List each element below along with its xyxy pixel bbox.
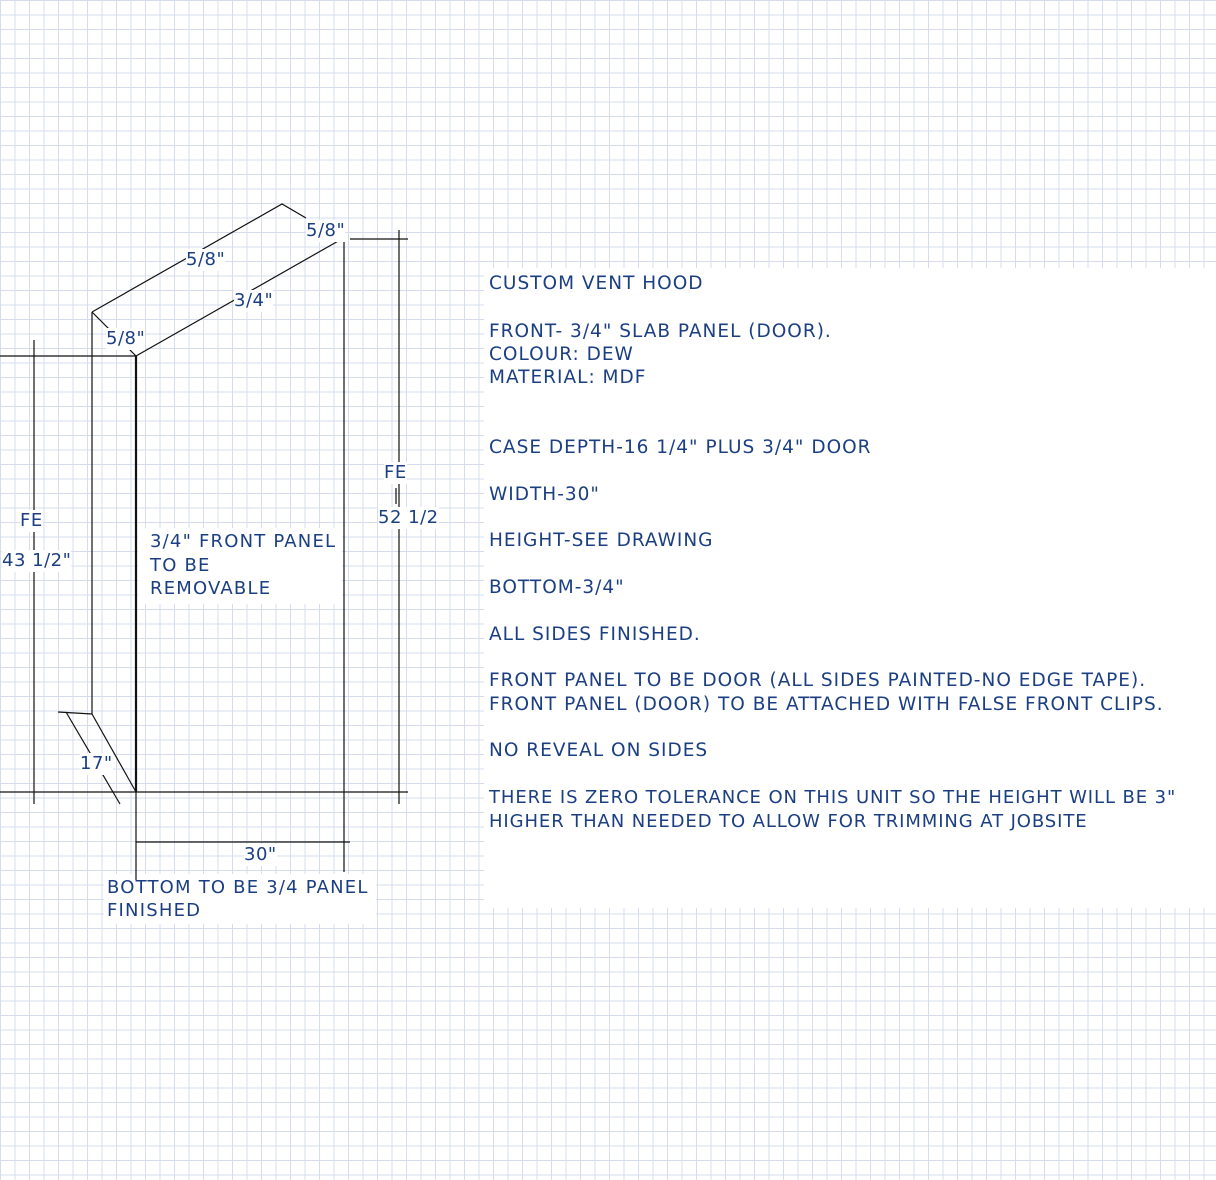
bottom-note-line-1: BOTTOM TO BE 3/4 PANEL [107, 877, 369, 898]
notes-front-panel-line-2: FRONT PANEL (DOOR) TO BE ATTACHED WITH FALSE FRONT CLIPS. [489, 694, 1164, 715]
notes-front-line-3: MATERIAL: MDF [489, 367, 647, 388]
dim-left-fe: FE [20, 510, 43, 531]
dim-top-right: 5/8" [306, 220, 346, 241]
dim-top-edge: 5/8" [186, 249, 226, 270]
notes-tolerance-line-2: HIGHER THAN NEEDED TO ALLOW FOR TRIMMING AT JOBSITE [489, 811, 1088, 832]
notes-bottom: BOTTOM-3/4" [489, 577, 625, 598]
front-panel-note-line-1: 3/4" FRONT PANEL [150, 531, 337, 552]
dim-right-height: 52 1/2 [378, 507, 439, 528]
dim-left-top: 5/8" [106, 328, 146, 349]
dim-left-height: 43 1/2" [2, 550, 72, 571]
notes-case-depth: CASE DEPTH-16 1/4" PLUS 3/4" DOOR [489, 437, 872, 458]
dim-right-fe: FE [384, 462, 407, 483]
dim-panel-depth: 3/4" [234, 290, 274, 311]
notes-reveal: NO REVEAL ON SIDES [489, 740, 709, 761]
notes-title: CUSTOM VENT HOOD [489, 273, 704, 294]
notes-sides: ALL SIDES FINISHED. [489, 624, 701, 645]
notes-width: WIDTH-30" [489, 484, 600, 505]
notes-height: HEIGHT-SEE DRAWING [489, 530, 714, 551]
notes-front-line-1: FRONT- 3/4" SLAB PANEL (DOOR). [489, 321, 832, 342]
dim-width: 30" [244, 844, 277, 865]
notes-front-panel-line-1: FRONT PANEL TO BE DOOR (ALL SIDES PAINTED-NO EDGE TAPE). [489, 670, 1147, 691]
dim-bottom-depth: 17" [80, 753, 113, 774]
notes-front-line-2: COLOUR: DEW [489, 344, 634, 365]
notes-tolerance-line-1: THERE IS ZERO TOLERANCE ON THIS UNIT SO THE HEIGHT WILL BE 3" [489, 787, 1177, 808]
depth-tick-a [58, 712, 92, 714]
front-panel-note-line-3: REMOVABLE [150, 578, 272, 599]
front-panel-note-line-2: TO BE [150, 555, 211, 576]
bottom-note-line-2: FINISHED [107, 900, 202, 921]
